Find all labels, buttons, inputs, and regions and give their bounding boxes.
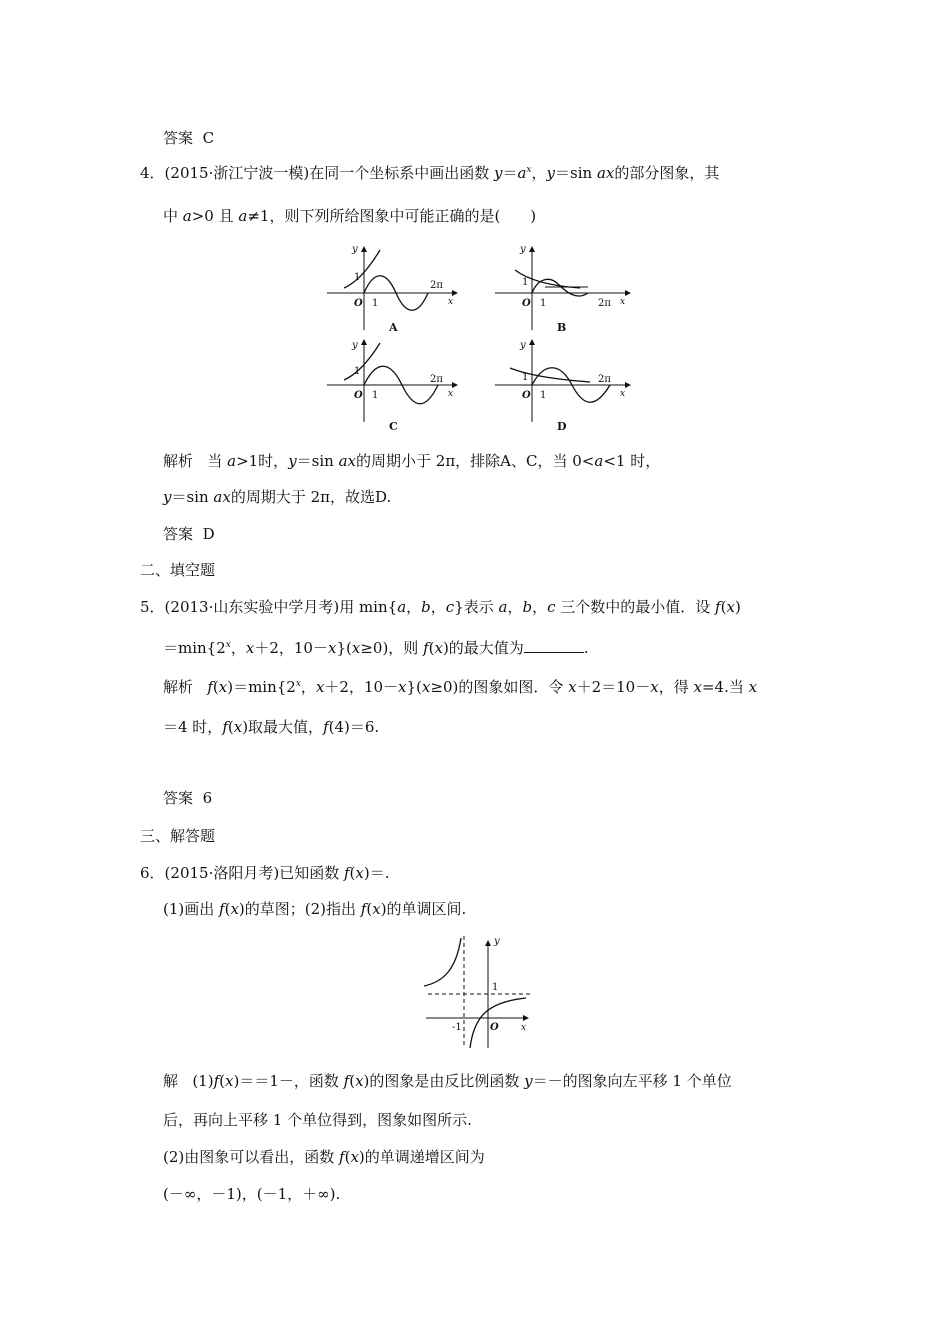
svg-text:B: B	[557, 321, 567, 334]
q4-analysis-line1: 解析 当 a>1时，y＝sin ax的周期小于 2π，排除A、C，当 0<a<1 时，	[163, 452, 661, 470]
svg-text:O: O	[354, 298, 363, 309]
graph-b	[490, 240, 635, 335]
q3-answer	[163, 128, 214, 148]
svg-text:x: x	[620, 389, 626, 399]
graph-a	[322, 240, 462, 335]
q5-answer: 答案 6	[163, 789, 213, 807]
svg-text:1: 1	[492, 982, 499, 993]
svg-text:1: 1	[522, 277, 529, 288]
svg-text:y: y	[352, 244, 358, 255]
svg-text:x: x	[521, 1023, 527, 1033]
answer-value: C	[202, 129, 215, 147]
svg-text:x: x	[448, 297, 454, 307]
q6-solution-line1: 解 (1)f(x)＝＝1－，函数 f(x)的图象是由反比例函数 y＝－的图象向左平移 1 个单位	[163, 1072, 732, 1090]
q4-stem-line2: 中 a>0 且 a≠1，则下列所给图象中可能正确的是( )	[163, 207, 537, 225]
q5-analysis-line1: 解析 $f(x)=\min\{2^x$，x＋2，10－x}(x≥0)的图象如图．令 x＋2＝10－x，得 x=4.当 x	[163, 678, 758, 696]
svg-text:y: y	[352, 340, 358, 351]
hyperbola-graph	[418, 930, 543, 1055]
svg-text:y: y	[520, 244, 526, 255]
answer-label: 答案	[163, 129, 194, 147]
svg-text:2π: 2π	[430, 374, 443, 385]
section3-title: 三、解答题	[140, 827, 216, 845]
svg-text:y: y	[494, 936, 500, 947]
svg-text:O: O	[522, 390, 531, 401]
svg-text:O: O	[490, 1022, 499, 1033]
svg-text:C: C	[389, 420, 398, 433]
svg-text:1: 1	[522, 372, 529, 383]
q4-stem-line1: 4．(2015·浙江宁波一模)在同一个坐标系中画出函数 $y=a^x$，y＝sin ax的部分图象，其	[140, 164, 720, 182]
q5-analysis-line2: ＝4 时，f(x)取最大值，f(4)＝6.	[163, 718, 380, 736]
svg-text:1: 1	[372, 390, 379, 401]
svg-text:1: 1	[372, 298, 379, 309]
svg-text:2π: 2π	[598, 298, 611, 309]
svg-text:y: y	[520, 340, 526, 351]
svg-text:1: 1	[354, 366, 361, 377]
svg-text:2π: 2π	[430, 280, 443, 291]
svg-text:1: 1	[540, 390, 547, 401]
q6-solution-line3: (2)由图象可以看出，函数 f(x)的单调递增区间为	[163, 1148, 485, 1166]
svg-text:x: x	[620, 297, 626, 307]
graph-d	[490, 338, 635, 433]
graph-c	[322, 338, 462, 433]
svg-text:O: O	[354, 390, 363, 401]
q6-stem-line2: (1)画出 f(x)的草图；(2)指出 f(x)的单调区间.	[163, 900, 467, 918]
q6-stem-line1: 6．(2015·洛阳月考)已知函数 f(x)＝.	[140, 864, 390, 882]
q6-solution-line2: 后，再向上平移 1 个单位得到，图象如图所示.	[163, 1111, 472, 1129]
q4-analysis-line2: y＝sin ax的周期大于 2π，故选D.	[163, 488, 392, 506]
svg-text:x: x	[448, 389, 454, 399]
q5-stem-line1: 5．(2013·山东实验中学月考)用 min{a，b，c}表示 a，b，c 三个数中的最小值．设 f(x)	[140, 598, 741, 616]
svg-text:-1: -1	[452, 1022, 462, 1033]
svg-text:A: A	[389, 321, 398, 334]
q4-answer: 答案 D	[163, 525, 215, 543]
section2-title: 二、填空题	[140, 561, 216, 579]
q6-solution-line4: (－∞，－1)，(－1，＋∞).	[163, 1185, 341, 1203]
q5-stem-line2: $=\min\{2^x$，x＋2，10－x}(x≥0)，则 f(x)的最大值为 .	[163, 639, 589, 657]
svg-text:1: 1	[354, 272, 361, 283]
svg-text:1: 1	[540, 298, 547, 309]
svg-text:O: O	[522, 298, 531, 309]
svg-text:D: D	[557, 420, 567, 433]
answer-blank[interactable]	[524, 638, 584, 653]
svg-text:2π: 2π	[598, 374, 611, 385]
